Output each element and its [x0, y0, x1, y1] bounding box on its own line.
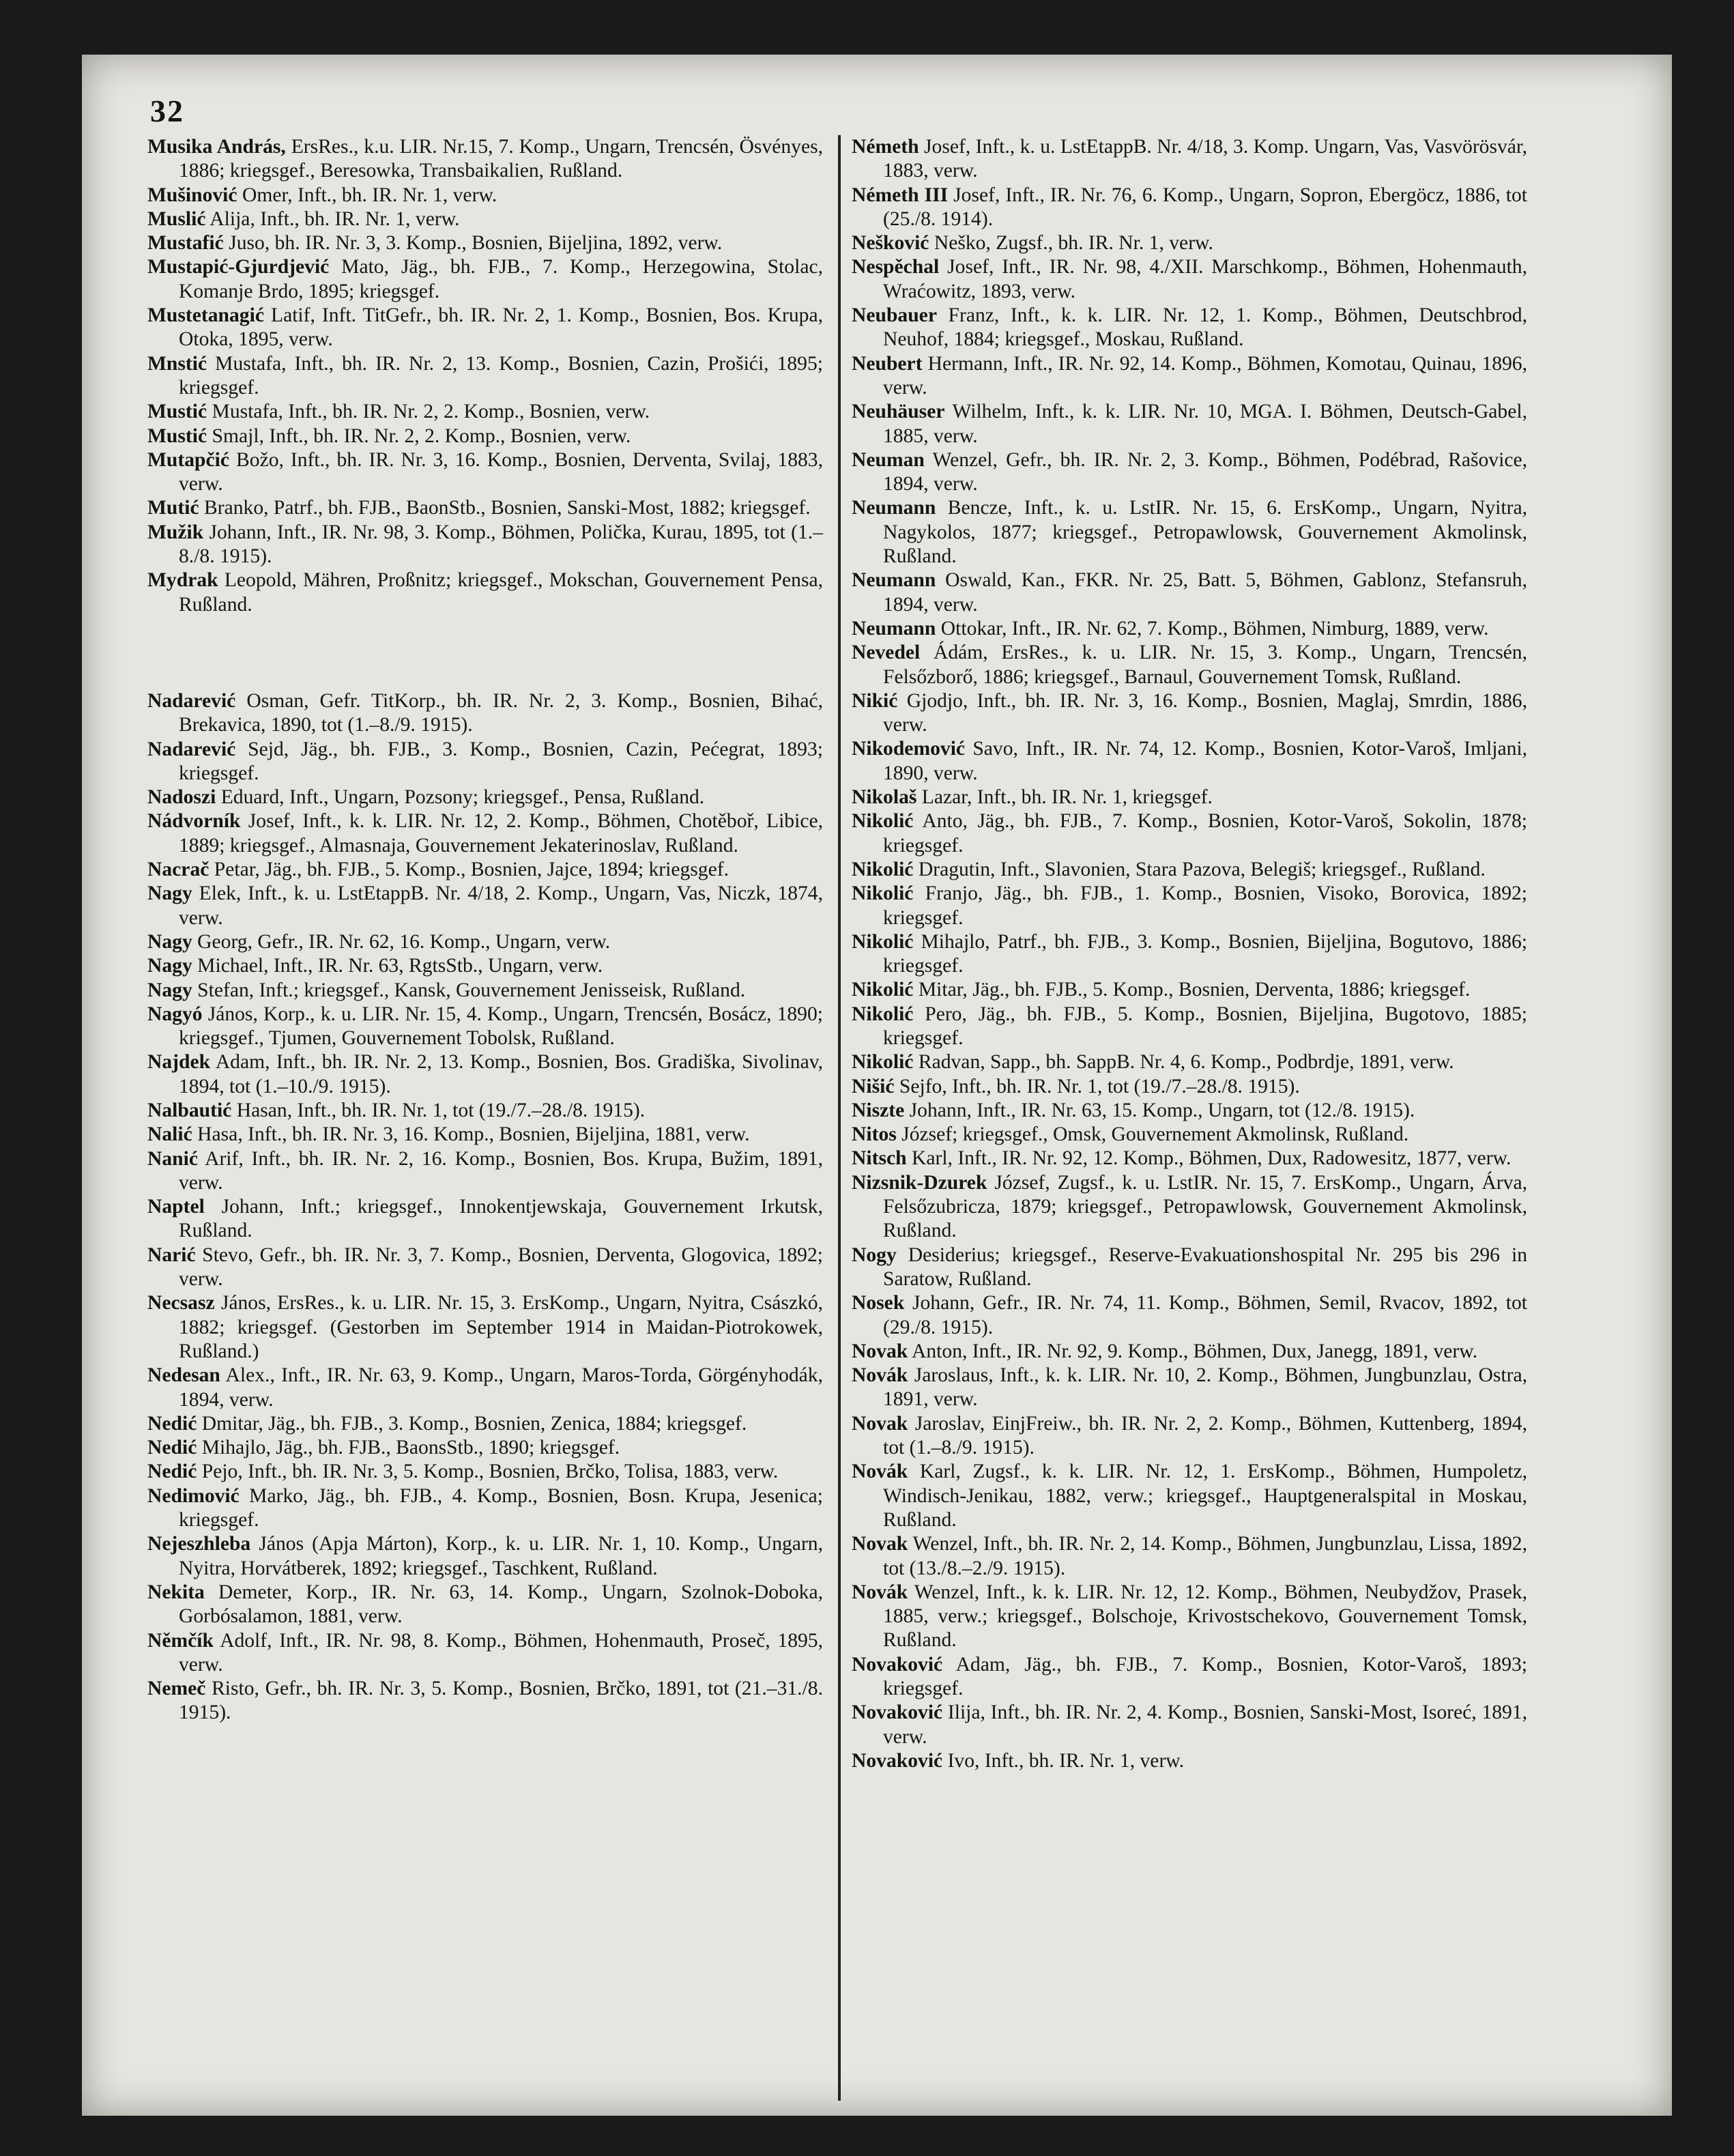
entry-details: Stefan, Inft.; kriegsgef., Kansk, Gouvernement Jenisseisk, Rußland.	[197, 979, 746, 1001]
entry-surname: Mustafić	[147, 232, 224, 255]
register-entry	[852, 809, 1527, 858]
register-entry	[147, 304, 823, 352]
entry-details: Franz, Inft., k. k. LIR. Nr. 12, 1. Komp., Böhmen, Deutschbrod, Neuhof, 1884; kriegsgef., Moskau, Rußland.	[883, 304, 1527, 351]
register-entry	[852, 569, 1527, 617]
entry-surname: Nagy	[147, 955, 192, 977]
entry-details: Marko, Jäg., bh. FJB., 4. Komp., Bosnien, Bosn. Krupa, Jesenica; kriegsgef.	[179, 1484, 823, 1532]
register-entry	[147, 569, 823, 617]
entry-details: Omer, Inft., bh. IR. Nr. 1, verw.	[242, 184, 497, 206]
entry-details: Josef, Inft., k. k. LIR. Nr. 12, 2. Komp., Böhmen, Chotěboř, Libice, 1889; kriegsgef., Almasnaja, Gouvernement Jekaterinoslav, Rußland.	[179, 810, 823, 857]
entry-surname: Neubauer	[852, 304, 937, 327]
register-entry	[147, 400, 823, 424]
register-entry	[852, 1244, 1527, 1292]
entry-surname: Nekita	[147, 1581, 205, 1603]
entry-details: Božo, Inft., bh. IR. Nr. 3, 16. Komp., Bosnien, Derventa, Svilaj, 1883, verw.	[179, 448, 823, 495]
entry-surname: Mustić	[147, 401, 207, 423]
entry-details: Gjodjo, Inft., bh. IR. Nr. 3, 16. Komp., Bosnien, Maglaj, Smrdin, 1886, verw.	[883, 689, 1527, 736]
register-entry	[852, 352, 1527, 401]
entry-group-right	[852, 135, 1527, 1773]
entry-surname: Němčík	[147, 1629, 214, 1652]
register-entry	[147, 496, 823, 520]
register-entry	[852, 1364, 1527, 1412]
entry-surname: Nadoszi	[147, 786, 216, 809]
register-entry	[147, 1147, 823, 1196]
register-entry	[147, 1364, 823, 1412]
register-entry	[852, 1003, 1527, 1051]
entry-surname: Nosek	[852, 1292, 905, 1314]
section-gap	[147, 617, 823, 689]
register-entry	[852, 304, 1527, 352]
right-column	[852, 135, 1527, 1773]
entry-details: Ivo, Inft., bh. IR. Nr. 1, verw.	[947, 1749, 1185, 1772]
left-column	[147, 135, 823, 1725]
entry-details: Franjo, Jäg., bh. FJB., 1. Komp., Bosnien, Visoko, Borovica, 1892; kriegsgef.	[883, 882, 1528, 929]
entry-surname: Nejeszhleba	[147, 1533, 251, 1555]
entry-surname: Nagyó	[147, 1003, 203, 1025]
entry-surname: Nemeč	[147, 1678, 206, 1700]
register-entry	[147, 738, 823, 786]
entry-details: Osman, Gefr. TitKorp., bh. IR. Nr. 2, 3. Komp., Bosnien, Bihać, Brekavica, 1890, tot (1.–8./9. 1915).	[179, 689, 823, 736]
entry-surname: Nacrač	[147, 859, 209, 881]
register-entry	[147, 1195, 823, 1244]
column-divider	[838, 135, 841, 2101]
entry-surname: Nešković	[852, 232, 929, 255]
entry-details: Johann, Inft., IR. Nr. 98, 3. Komp., Böhmen, Polička, Kurau, 1895, tot (1.–8./8. 1915).	[179, 521, 823, 568]
entry-details: Johann, Inft.; kriegsgef., Innokentjewskaja, Gouvernement Irkutsk, Rußland.	[179, 1196, 823, 1242]
entry-surname: Neuman	[852, 448, 925, 471]
entry-surname: Novak	[852, 1533, 908, 1555]
register-entry	[852, 1460, 1527, 1532]
entry-surname: Necsasz	[147, 1292, 215, 1314]
register-entry	[852, 184, 1527, 232]
entry-surname: Nedić	[147, 1461, 197, 1483]
register-entry	[147, 207, 823, 231]
register-entry	[147, 954, 823, 978]
entry-details: Demeter, Korp., IR. Nr. 63, 14. Komp., Ungarn, Szolnok-Doboka, Gorbósalamon, 1881, verw.	[179, 1581, 823, 1628]
entry-details: Josef, Inft., IR. Nr. 76, 6. Komp., Ungarn, Sopron, Ebergöcz, 1886, tot (25./8. 1914).	[883, 184, 1527, 230]
register-entry	[852, 882, 1527, 930]
register-entry	[147, 858, 823, 882]
entry-surname: Novaković	[852, 1749, 943, 1772]
entry-surname: Neumann	[852, 569, 936, 592]
entry-surname: Nadarević	[147, 689, 236, 712]
register-entry	[852, 1581, 1527, 1653]
entry-details: Elek, Inft., k. u. LstEtappB. Nr. 4/18, 2. Komp., Ungarn, Vas, Niczk, 1874, verw.	[179, 882, 823, 929]
entry-surname: Novak	[852, 1340, 908, 1362]
entry-surname: Mutić	[147, 497, 199, 519]
entry-details: Smajl, Inft., bh. IR. Nr. 2, 2. Komp., Bosnien, verw.	[212, 425, 631, 447]
entry-details: Pejo, Inft., bh. IR. Nr. 3, 5. Komp., Bosnien, Brčko, Tolisa, 1883, verw.	[201, 1461, 779, 1483]
entry-details: Branko, Patrf., bh. FJB., BaonStb., Bosnien, Sanski-Most, 1882; kriegsgef.	[204, 497, 811, 519]
register-entry	[852, 978, 1527, 1002]
register-entry	[852, 135, 1527, 184]
entry-surname: Novák	[852, 1461, 908, 1483]
entry-details: Dmitar, Jäg., bh. FJB., 3. Komp., Bosnien, Zenica, 1884; kriegsgef.	[201, 1412, 747, 1435]
register-entry	[852, 858, 1527, 882]
entry-surname: Nikolić	[852, 979, 914, 1001]
entry-surname: Novaković	[852, 1653, 943, 1676]
entry-details: Ottokar, Inft., IR. Nr. 62, 7. Komp., Böhmen, Nimburg, 1889, verw.	[940, 617, 1489, 639]
entry-surname: Nitsch	[852, 1147, 907, 1170]
entry-surname: Nišić	[852, 1075, 895, 1097]
entry-group-m	[147, 135, 823, 617]
entry-details: Wenzel, Gefr., bh. IR. Nr. 2, 3. Komp., Böhmen, Podébrad, Rašovice, 1894, verw.	[883, 448, 1527, 495]
entry-details: Oswald, Kan., FKR. Nr. 25, Batt. 5, Böhmen, Gablonz, Stefansruh, 1894, verw.	[883, 569, 1527, 616]
entry-surname: Nagy	[147, 979, 192, 1001]
register-entry	[147, 521, 823, 569]
entry-group-n	[147, 689, 823, 1725]
entry-details: Georg, Gefr., IR. Nr. 62, 16. Komp., Ungarn, verw.	[197, 930, 611, 953]
register-entry	[147, 1677, 823, 1725]
entry-surname: Neuhäuser	[852, 401, 945, 423]
register-entry	[147, 1581, 823, 1629]
entry-details: Sejfo, Inft., bh. IR. Nr. 1, tot (19./7.–28./8. 1915).	[899, 1075, 1300, 1097]
register-entry	[852, 255, 1527, 304]
register-entry	[147, 1099, 823, 1123]
entry-details: Jaroslaus, Inft., k. k. LIR. Nr. 10, 2. Komp., Böhmen, Jungbunzlau, Ostra, 1891, verw.	[883, 1364, 1527, 1411]
entry-surname: Mustetanagić	[147, 304, 264, 327]
entry-details: Arif, Inft., bh. IR. Nr. 2, 16. Komp., Bosnien, Bos. Krupa, Bužim, 1891, verw.	[179, 1147, 824, 1194]
register-entry	[147, 1003, 823, 1051]
entry-surname: Mušinović	[147, 184, 237, 206]
entry-details: Ilija, Inft., bh. IR. Nr. 2, 4. Komp., Bosnien, Sanski-Most, Isoreć, 1891, verw.	[883, 1701, 1527, 1748]
register-entry	[147, 882, 823, 930]
entry-details: Mustafa, Inft., bh. IR. Nr. 2, 13. Komp., Bosnien, Cazin, Prošići, 1895; kriegsgef.	[179, 352, 823, 399]
entry-surname: Narić	[147, 1244, 196, 1266]
register-entry	[852, 1532, 1527, 1581]
entry-surname: Neumann	[852, 497, 936, 519]
entry-details: Mihajlo, Patrf., bh. FJB., 3. Komp., Bosnien, Bijeljina, Bogutovo, 1886; kriegsgef.	[883, 930, 1527, 977]
register-entry	[852, 1291, 1527, 1340]
register-entry	[147, 231, 823, 255]
entry-surname: Niszte	[852, 1099, 905, 1121]
register-entry	[147, 689, 823, 738]
entry-surname: Mužik	[147, 521, 204, 543]
register-entry	[852, 737, 1527, 786]
register-entry	[147, 930, 823, 954]
entry-details: Johann, Gefr., IR. Nr. 74, 11. Komp., Böhmen, Semil, Rvacov, 1892, tot (29./8. 1915).	[883, 1292, 1527, 1338]
entry-surname: Nizsnik-Dzurek	[852, 1171, 987, 1194]
entry-details: József, Zugsf., k. u. LstIR. Nr. 15, 7. ErsKomp., Ungarn, Árva, Felsőzubricza, 1879; kriegsgef., Petropawlowsk, Gouvernement Akmolinsk, Rußland.	[883, 1171, 1527, 1242]
entry-surname: Nikić	[852, 689, 898, 712]
entry-details: Adam, Inft., bh. IR. Nr. 2, 13. Komp., Bosnien, Bos. Gradiška, Sivolinav, 1894, tot (1.–10./9. 1915).	[179, 1051, 823, 1097]
register-entry	[852, 1340, 1527, 1364]
entry-details: Pero, Jäg., bh. FJB., 5. Komp., Bosnien, Bijeljina, Bugotovo, 1885; kriegsgef.	[883, 1003, 1527, 1049]
register-entry	[147, 1460, 823, 1484]
entry-details: Alex., Inft., IR. Nr. 63, 9. Komp., Ungarn, Maros-Torda, Görgényhodák, 1894, verw.	[179, 1364, 824, 1411]
register-entry	[147, 1244, 823, 1292]
entry-surname: Nikolić	[852, 1051, 914, 1074]
register-entry	[852, 1147, 1527, 1170]
entry-details: Alija, Inft., bh. IR. Nr. 1, verw.	[209, 207, 460, 230]
entry-surname: Nagy	[147, 930, 192, 953]
entry-surname: Nedić	[147, 1412, 197, 1435]
entry-details: Hermann, Inft., IR. Nr. 92, 14. Komp., Böhmen, Komotau, Quinau, 1896, verw.	[883, 352, 1527, 399]
entry-details: Mitar, Jäg., bh. FJB., 5. Komp., Bosnien, Derventa, 1886; kriegsgef.	[918, 979, 1471, 1001]
entry-details: Leopold, Mähren, Proßnitz; kriegsgef., Mokschan, Gouvernement Pensa, Rußland.	[179, 569, 823, 616]
register-entry	[852, 641, 1527, 689]
entry-surname: Nikolić	[852, 810, 914, 833]
entry-details: Neško, Zugsf., bh. IR. Nr. 1, verw.	[934, 232, 1213, 255]
entry-surname: Nikolić	[852, 882, 914, 905]
entry-surname: Novak	[852, 1412, 908, 1435]
entry-surname: Mnstić	[147, 352, 207, 375]
register-entry	[852, 786, 1527, 809]
entry-details: Mato, Jäg., bh. FJB., 7. Komp., Herzegowina, Stolac, Komanje Brdo, 1895; kriegsgef.	[179, 256, 823, 302]
entry-details: Josef, Inft., k. u. LstEtappB. Nr. 4/18, 3. Komp. Ungarn, Vas, Vasvörösvár, 1883, verw.	[883, 136, 1527, 182]
entry-surname: Mydrak	[147, 569, 218, 592]
entry-details: Stevo, Gefr., bh. IR. Nr. 3, 7. Komp., Bosnien, Derventa, Glogovica, 1892; verw.	[179, 1244, 823, 1291]
register-entry	[147, 786, 823, 809]
entry-details: Josef, Inft., IR. Nr. 98, 4./XII. Marschkomp., Böhmen, Hohenmauth, Wraćowitz, 1893, verw.	[883, 256, 1527, 302]
entry-surname: Naptel	[147, 1196, 205, 1218]
entry-details: Michael, Inft., IR. Nr. 63, RgtsStb., Ungarn, verw.	[197, 955, 603, 977]
entry-surname: Najdek	[147, 1051, 211, 1074]
entry-details: József; kriegsgef., Omsk, Gouvernement Akmolinsk, Rußland.	[901, 1123, 1409, 1146]
entry-surname: Németh	[852, 136, 919, 158]
entry-details: Desiderius; kriegsgef., Reserve-Evakuationshospital Nr. 295 bis 296 in Saratow, Rußland.	[883, 1244, 1528, 1290]
entry-surname: Nedesan	[147, 1364, 220, 1387]
entry-surname: Nikolić	[852, 858, 914, 880]
entry-details: Latif, Inft. TitGefr., bh. IR. Nr. 2, 1. Komp., Bosnien, Bos. Krupa, Otoka, 1895, verw.	[179, 304, 823, 351]
entry-surname: Muslić	[147, 207, 206, 230]
register-entry	[852, 1412, 1527, 1461]
register-entry	[852, 689, 1527, 738]
book-page	[82, 55, 1672, 2116]
entry-details: Mustafa, Inft., bh. IR. Nr. 2, 2. Komp., Bosnien, verw.	[212, 401, 650, 423]
entry-surname: Nevedel	[852, 642, 921, 664]
entry-surname: Nikolić	[852, 930, 914, 953]
register-entry	[852, 1075, 1527, 1099]
entry-details: Eduard, Inft., Ungarn, Pozsony; kriegsgef., Pensa, Rußland.	[220, 786, 705, 809]
entry-surname: Novák	[852, 1364, 908, 1387]
entry-surname: Nogy	[852, 1244, 897, 1266]
entry-details: Hasa, Inft., bh. IR. Nr. 3, 16. Komp., Bosnien, Bijeljina, 1881, verw.	[197, 1123, 750, 1146]
register-entry	[147, 1484, 823, 1533]
entry-details: Adolf, Inft., IR. Nr. 98, 8. Komp., Böhmen, Hohenmauth, Proseč, 1895, verw.	[179, 1629, 824, 1676]
register-entry	[147, 352, 823, 401]
entry-details: Johann, Inft., IR. Nr. 63, 15. Komp., Ungarn, tot (12./8. 1915).	[909, 1099, 1415, 1121]
register-entry	[147, 1532, 823, 1581]
register-entry	[852, 617, 1527, 641]
entry-surname: Nikolaš	[852, 786, 917, 809]
register-entry	[147, 1050, 823, 1099]
entry-details: Dragutin, Inft., Slavonien, Stara Pazova, Belegiš; kriegsgef., Rußland.	[918, 858, 1486, 880]
entry-details: Mihajlo, Jäg., bh. FJB., BaonsStb., 1890; kriegsgef.	[201, 1437, 620, 1459]
register-entry	[852, 1050, 1527, 1074]
entry-details: János (Apja Márton), Korp., k. u. LIR. Nr. 1, 10. Komp., Ungarn, Nyitra, Horvátberek, 1892; kriegsgef., Taschkent, Rußland.	[179, 1533, 823, 1579]
entry-details: Petar, Jäg., bh. FJB., 5. Komp., Bosnien, Jajce, 1894; kriegsgef.	[214, 859, 729, 881]
entry-details: János, Korp., k. u. LIR. Nr. 15, 4. Komp., Ungarn, Trencsén, Bosácz, 1890; kriegsgef., Tjumen, Gouvernement Tobolsk, Rußland.	[179, 1003, 823, 1050]
register-entry	[852, 1749, 1527, 1773]
entry-details: Radvan, Sapp., bh. SappB. Nr. 4, 6. Komp., Podbrdje, 1891, verw.	[918, 1051, 1454, 1074]
entry-surname: Mustapić-Gjurdjević	[147, 256, 330, 278]
register-entry	[852, 1653, 1527, 1701]
register-entry	[852, 400, 1527, 448]
register-entry	[147, 255, 823, 304]
register-entry	[147, 135, 823, 184]
entry-surname: Németh III	[852, 184, 949, 206]
entry-surname: Nanić	[147, 1147, 198, 1170]
register-entry	[147, 1291, 823, 1364]
entry-surname: Nedić	[147, 1437, 197, 1459]
register-entry	[852, 1171, 1527, 1244]
entry-surname: Nitos	[852, 1123, 897, 1146]
entry-details: Wenzel, Inft., bh. IR. Nr. 2, 14. Komp., Böhmen, Jungbunzlau, Lissa, 1892, tot (13./8.–2./9. 1915).	[883, 1533, 1528, 1579]
entry-details: Risto, Gefr., bh. IR. Nr. 3, 5. Komp., Bosnien, Brčko, 1891, tot (21.–31./8. 1915).	[179, 1678, 823, 1724]
entry-details: Jaroslav, EinjFreiw., bh. IR. Nr. 2, 2. Komp., Böhmen, Kuttenberg, 1894, tot (1.–8./9. 1915).	[883, 1412, 1527, 1459]
entry-details: Adam, Jäg., bh. FJB., 7. Komp., Bosnien, Kotor-Varoš, 1893; kriegsgef.	[883, 1653, 1528, 1699]
entry-surname: Novák	[852, 1581, 908, 1603]
entry-surname: Neumann	[852, 617, 936, 639]
entry-details: Karl, Inft., IR. Nr. 92, 12. Komp., Böhmen, Dux, Radowesitz, 1877, verw.	[911, 1147, 1512, 1170]
entry-surname: Nespěchal	[852, 256, 940, 278]
page-number: 32	[150, 94, 184, 128]
entry-details: ErsRes., k.u. LIR. Nr.15, 7. Komp., Ungarn, Trencsén, Ösvényes, 1886; kriegsgef., Beresowka, Transbaikalien, Rußland.	[179, 136, 823, 182]
entry-details: Bencze, Inft., k. u. LstIR. Nr. 15, 6. ErsKomp., Ungarn, Nyitra, Nagykolos, 1877; kriegsgef., Petropawlowsk, Gouvernement Akmolinsk, Rußland.	[883, 497, 1527, 568]
register-entry	[147, 1629, 823, 1678]
entry-surname: Mutapčić	[147, 448, 229, 471]
entry-details: Anto, Jäg., bh. FJB., 7. Komp., Bosnien, Kotor-Varoš, Sokolin, 1878; kriegsgef.	[883, 810, 1528, 857]
entry-details: Sejd, Jäg., bh. FJB., 3. Komp., Bosnien, Cazin, Pećegrat, 1893; kriegsgef.	[179, 738, 823, 784]
entry-surname: Nadarević	[147, 738, 236, 760]
entry-details: Wilhelm, Inft., k. k. LIR. Nr. 10, MGA. I. Böhmen, Deutsch-Gabel, 1885, verw.	[883, 401, 1527, 447]
entry-details: Lazar, Inft., bh. IR. Nr. 1, kriegsgef.	[921, 786, 1213, 809]
entry-details: János, ErsRes., k. u. LIR. Nr. 15, 3. ErsKomp., Ungarn, Nyitra, Császkó, 1882; kriegsgef. (Gestorben im September 1914 in Maidan-Piotrokowek, Rußland.)	[179, 1292, 823, 1362]
register-entry	[147, 425, 823, 448]
register-entry	[147, 809, 823, 858]
register-entry	[852, 231, 1527, 255]
register-entry	[147, 1123, 823, 1147]
register-entry	[147, 448, 823, 497]
register-entry	[147, 979, 823, 1003]
entry-surname: Novaković	[852, 1701, 943, 1724]
register-entry	[852, 448, 1527, 497]
entry-surname: Mustić	[147, 425, 207, 447]
register-entry	[147, 1436, 823, 1460]
entry-details: Wenzel, Inft., k. k. LIR. Nr. 12, 12. Komp., Böhmen, Neubydžov, Prasek, 1885, verw.; kriegsgef., Bolschoje, Krivostschekovo, Gouvernement Tomsk, Rußland.	[883, 1581, 1527, 1652]
entry-surname: Nikodemović	[852, 738, 966, 760]
entry-details: Anton, Inft., IR. Nr. 92, 9. Komp., Böhmen, Dux, Janegg, 1891, verw.	[912, 1340, 1478, 1362]
register-entry	[147, 184, 823, 207]
register-entry	[852, 1123, 1527, 1147]
entry-surname: Neubert	[852, 352, 923, 375]
entry-surname: Nedimović	[147, 1484, 240, 1507]
register-entry	[147, 1412, 823, 1436]
register-entry	[852, 1701, 1527, 1749]
entry-surname: Nikolić	[852, 1003, 914, 1025]
entry-details: Ádám, ErsRes., k. u. LIR. Nr. 15, 3. Komp., Ungarn, Trencsén, Felsőzborő, 1886; kriegsgef., Barnaul, Gouvernement Tomsk, Rußland.	[883, 642, 1527, 688]
entry-details: Juso, bh. IR. Nr. 3, 3. Komp., Bosnien, Bijeljina, 1892, verw.	[229, 232, 723, 255]
entry-surname: Nagy	[147, 882, 192, 905]
entry-surname: Musika András,	[147, 136, 286, 158]
entry-surname: Nalbautić	[147, 1099, 232, 1121]
entry-details: Savo, Inft., IR. Nr. 74, 12. Komp., Bosnien, Kotor-Varoš, Imljani, 1890, verw.	[883, 738, 1527, 784]
register-entry	[852, 496, 1527, 569]
register-entry	[852, 1099, 1527, 1123]
entry-surname: Nalić	[147, 1123, 192, 1146]
entry-details: Hasan, Inft., bh. IR. Nr. 1, tot (19./7.–28./8. 1915).	[236, 1099, 646, 1121]
entry-details: Karl, Zugsf., k. k. LIR. Nr. 12, 1. ErsKomp., Böhmen, Humpoletz, Windisch-Jenikau, 1882, verw.; kriegsgef., Hauptgeneralspital in Moskau, Rußland.	[883, 1461, 1527, 1531]
register-entry	[852, 930, 1527, 979]
entry-surname: Nádvorník	[147, 810, 241, 833]
